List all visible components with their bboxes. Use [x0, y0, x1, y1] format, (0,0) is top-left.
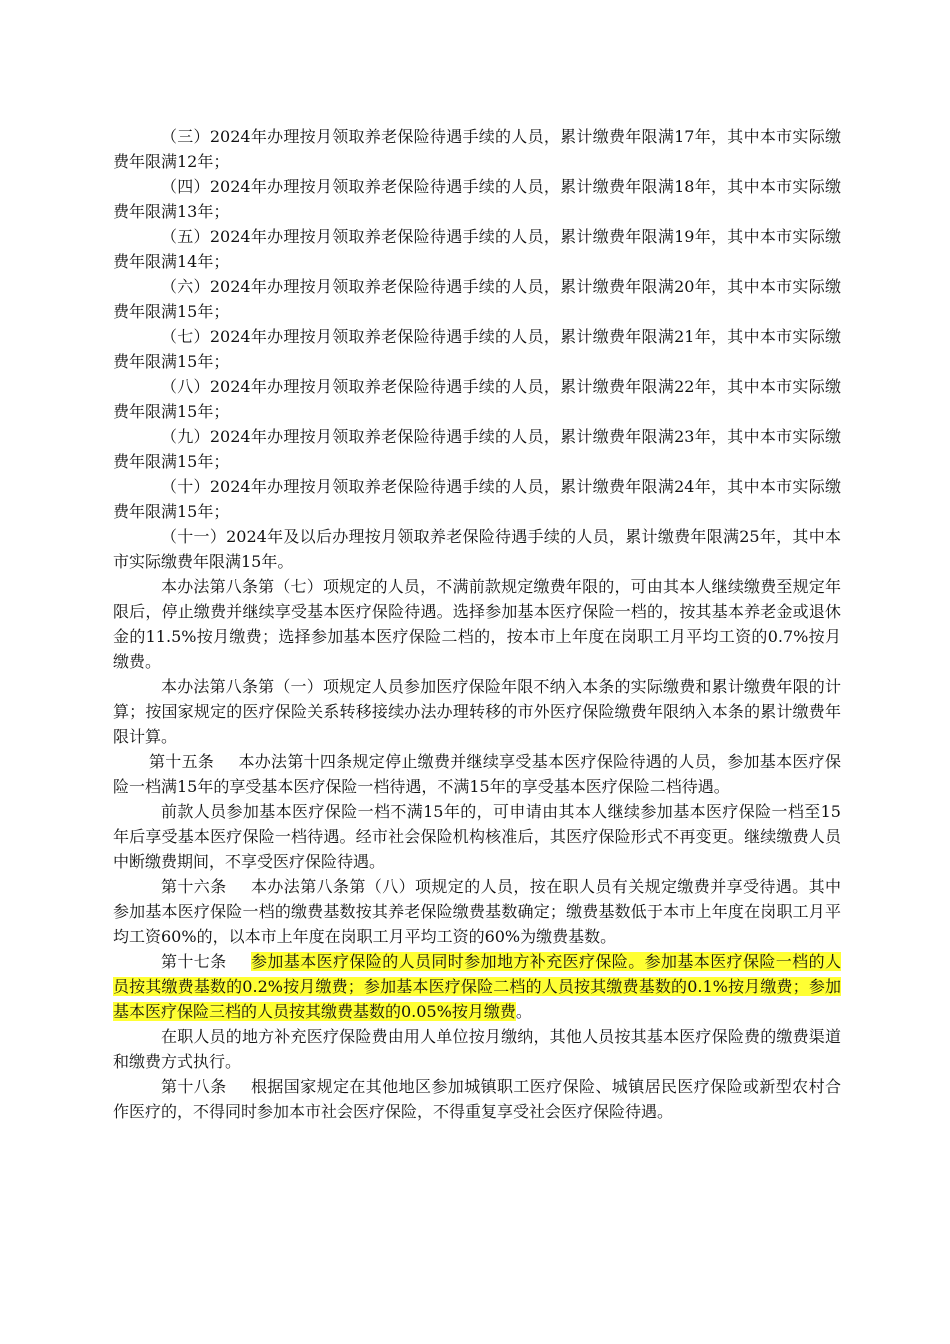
list-item-7: （七）2024年办理按月领取养老保险待遇手续的人员，累计缴费年限满21年，其中本市实际缴费年限满15年；: [113, 327, 841, 371]
list-item-3: （三）2024年办理按月领取养老保险待遇手续的人员，累计缴费年限满17年，其中本市实际缴费年限满12年；: [113, 127, 841, 171]
article-18-heading: 第十八条: [161, 1077, 227, 1096]
list-item-6: （六）2024年办理按月领取养老保险待遇手续的人员，累计缴费年限满20年，其中本市实际缴费年限满15年；: [113, 277, 841, 321]
list-item-11: （十一）2024年及以后办理按月领取养老保险待遇手续的人员，累计缴费年限满25年，其中本市实际缴费年限满15年。: [113, 527, 841, 571]
list-item-5: （五）2024年办理按月领取养老保险待遇手续的人员，累计缴费年限满19年，其中本市实际缴费年限满14年；: [113, 227, 841, 271]
document-page: [113, 124, 841, 1124]
paragraph-continue-payment: 本办法第八条第（七）项规定的人员，不满前款规定缴费年限的，可由其本人继续缴费至规定年限后，停止缴费并继续享受基本医疗保险待遇。选择参加基本医疗保险一档的，按其基本养老金或退休金的11.5%按月缴费；选择参加基本医疗保险二档的，按本市上年度在岗职工月平均工资的0.7%按月缴费。: [113, 577, 841, 671]
article-15-paragraph-2: 前款人员参加基本医疗保险一档不满15年的，可申请由其本人继续参加基本医疗保险一档至15年后享受基本医疗保险一档待遇。经市社会保险机构核准后，其医疗保险形式不再变更。继续缴费人员中断缴费期间，不享受医疗保险待遇。: [113, 802, 841, 871]
list-item-9: （九）2024年办理按月领取养老保险待遇手续的人员，累计缴费年限满23年，其中本市实际缴费年限满15年；: [113, 427, 841, 471]
paragraph-transfer: 本办法第八条第（一）项规定人员参加医疗保险年限不纳入本条的实际缴费和累计缴费年限的计算；按国家规定的医疗保险关系转移接续办法办理转移的市外医疗保险缴费年限纳入本条的累计缴费年限计算。: [113, 677, 841, 746]
article-16-heading: 第十六条: [161, 877, 227, 896]
article-17: [113, 949, 841, 1024]
article-15-body: 本办法第十四条规定停止缴费并继续享受基本医疗保险待遇的人员，参加基本医疗保险一档满15年的享受基本医疗保险一档待遇，不满15年的享受基本医疗保险二档待遇。: [113, 752, 841, 796]
article-18: [113, 1074, 841, 1124]
article-17-end: 。: [515, 1002, 532, 1021]
article-18-body: 根据国家规定在其他地区参加城镇职工医疗保险、城镇居民医疗保险或新型农村合作医疗的，不得同时参加本市社会医疗保险，不得重复享受社会医疗保险待遇。: [113, 1077, 841, 1121]
list-item-10: （十）2024年办理按月领取养老保险待遇手续的人员，累计缴费年限满24年，其中本市实际缴费年限满15年；: [113, 477, 841, 521]
list-item-8: （八）2024年办理按月领取养老保险待遇手续的人员，累计缴费年限满22年，其中本市实际缴费年限满15年；: [113, 377, 841, 421]
article-16-body: 本办法第八条第（八）项规定的人员，按在职人员有关规定缴费并享受待遇。其中参加基本医疗保险一档的缴费基数按其养老保险缴费基数确定；缴费基数低于本市上年度在岗职工月平均工资60%的，以本市上年度在岗职工月平均工资的60%为缴费基数。: [113, 877, 841, 946]
article-16: [113, 874, 841, 949]
article-17-heading: 第十七条: [161, 952, 227, 971]
article-17-highlighted-body: 参加基本医疗保险的人员同时参加地方补充医疗保险。参加基本医疗保险一档的人员按其缴费基数的0.2%按月缴费；参加基本医疗保险二档的人员按其缴费基数的0.1%按月缴费；参加基本医疗保险三档的人员按其缴费基数的0.05%按月缴费: [113, 952, 841, 1021]
article-15: [113, 749, 841, 799]
article-15-heading: 第十五条: [149, 752, 215, 771]
list-item-4: （四）2024年办理按月领取养老保险待遇手续的人员，累计缴费年限满18年，其中本市实际缴费年限满13年；: [113, 177, 841, 221]
article-17-paragraph-2: 在职人员的地方补充医疗保险费由用人单位按月缴纳，其他人员按其基本医疗保险费的缴费渠道和缴费方式执行。: [113, 1027, 841, 1071]
